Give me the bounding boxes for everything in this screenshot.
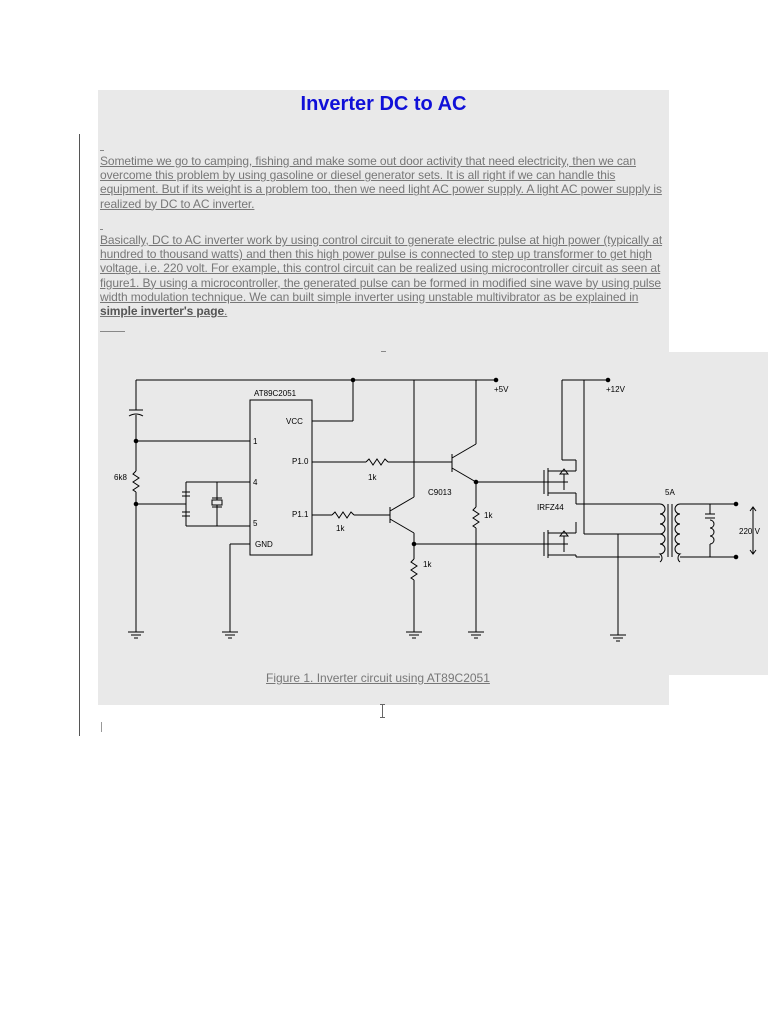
pin-label: 5 [253,519,258,528]
output-voltage-label: 220 V [739,527,760,536]
pin-label: 1 [253,437,258,446]
resistor-label: 1k [368,473,377,482]
pin-label: P1.0 [292,457,309,466]
fuse-label: 5A [665,488,675,497]
text-cursor-icon [382,704,383,718]
resistor-label: 6k8 [114,473,127,482]
supply-label: +12V [606,385,625,394]
page-title: Inverter DC to AC [300,93,467,115]
anchor-mark [100,150,104,151]
pin-label: 4 [253,478,258,487]
paragraph-text: Basically, DC to AC inverter work by using control circuit to generate electric pulse at high power (typically at hundred to thousand watts) and then this high power pulse is connected to step up transformer to get high voltage, i.e. 220 volt. For example, this control circuit can be realized using microcontroller circuit as seen at figure1. By using a microcontroller, the generated pulse can be formed in modified sine wave by using pulse width modulation technique. We can built simple inverter using unstable multivibrator as be explained in [100,233,663,304]
figure-caption: Figure 1. Inverter circuit using AT89C2051 [266,671,490,685]
inverter-circuit-diagram [98,352,768,652]
margin-line [79,134,80,736]
transistor-label: C9013 [428,488,452,497]
spacer-mark [100,331,125,332]
resistor-label: 1k [336,524,345,533]
resistor-label: 1k [423,560,432,569]
mosfet-label: IRFZ44 [537,503,564,512]
chip-label: AT89C2051 [254,389,297,398]
spacer-mark [101,722,102,732]
pin-label: GND [255,540,273,549]
resistor-label: 1k [484,511,493,520]
paragraph-intro: Sometime we go to camping, fishing and make some out door activity that need electricity, then we can overcome this problem by using gasoline or diesel generator sets. It is all right if we can handle this equipment. But if its weight is a problem too, then we need light AC power supply. A light AC power supply is realized by DC to AC inverter. [100,154,662,211]
simple-inverter-link[interactable]: simple inverter's page [100,304,225,319]
pin-label: VCC [286,417,303,426]
supply-label: +5V [494,385,509,394]
pin-label: P1.1 [292,510,309,519]
paragraph-explanation [100,233,668,318]
paragraph-end: . [224,304,228,319]
anchor-mark [100,229,103,230]
